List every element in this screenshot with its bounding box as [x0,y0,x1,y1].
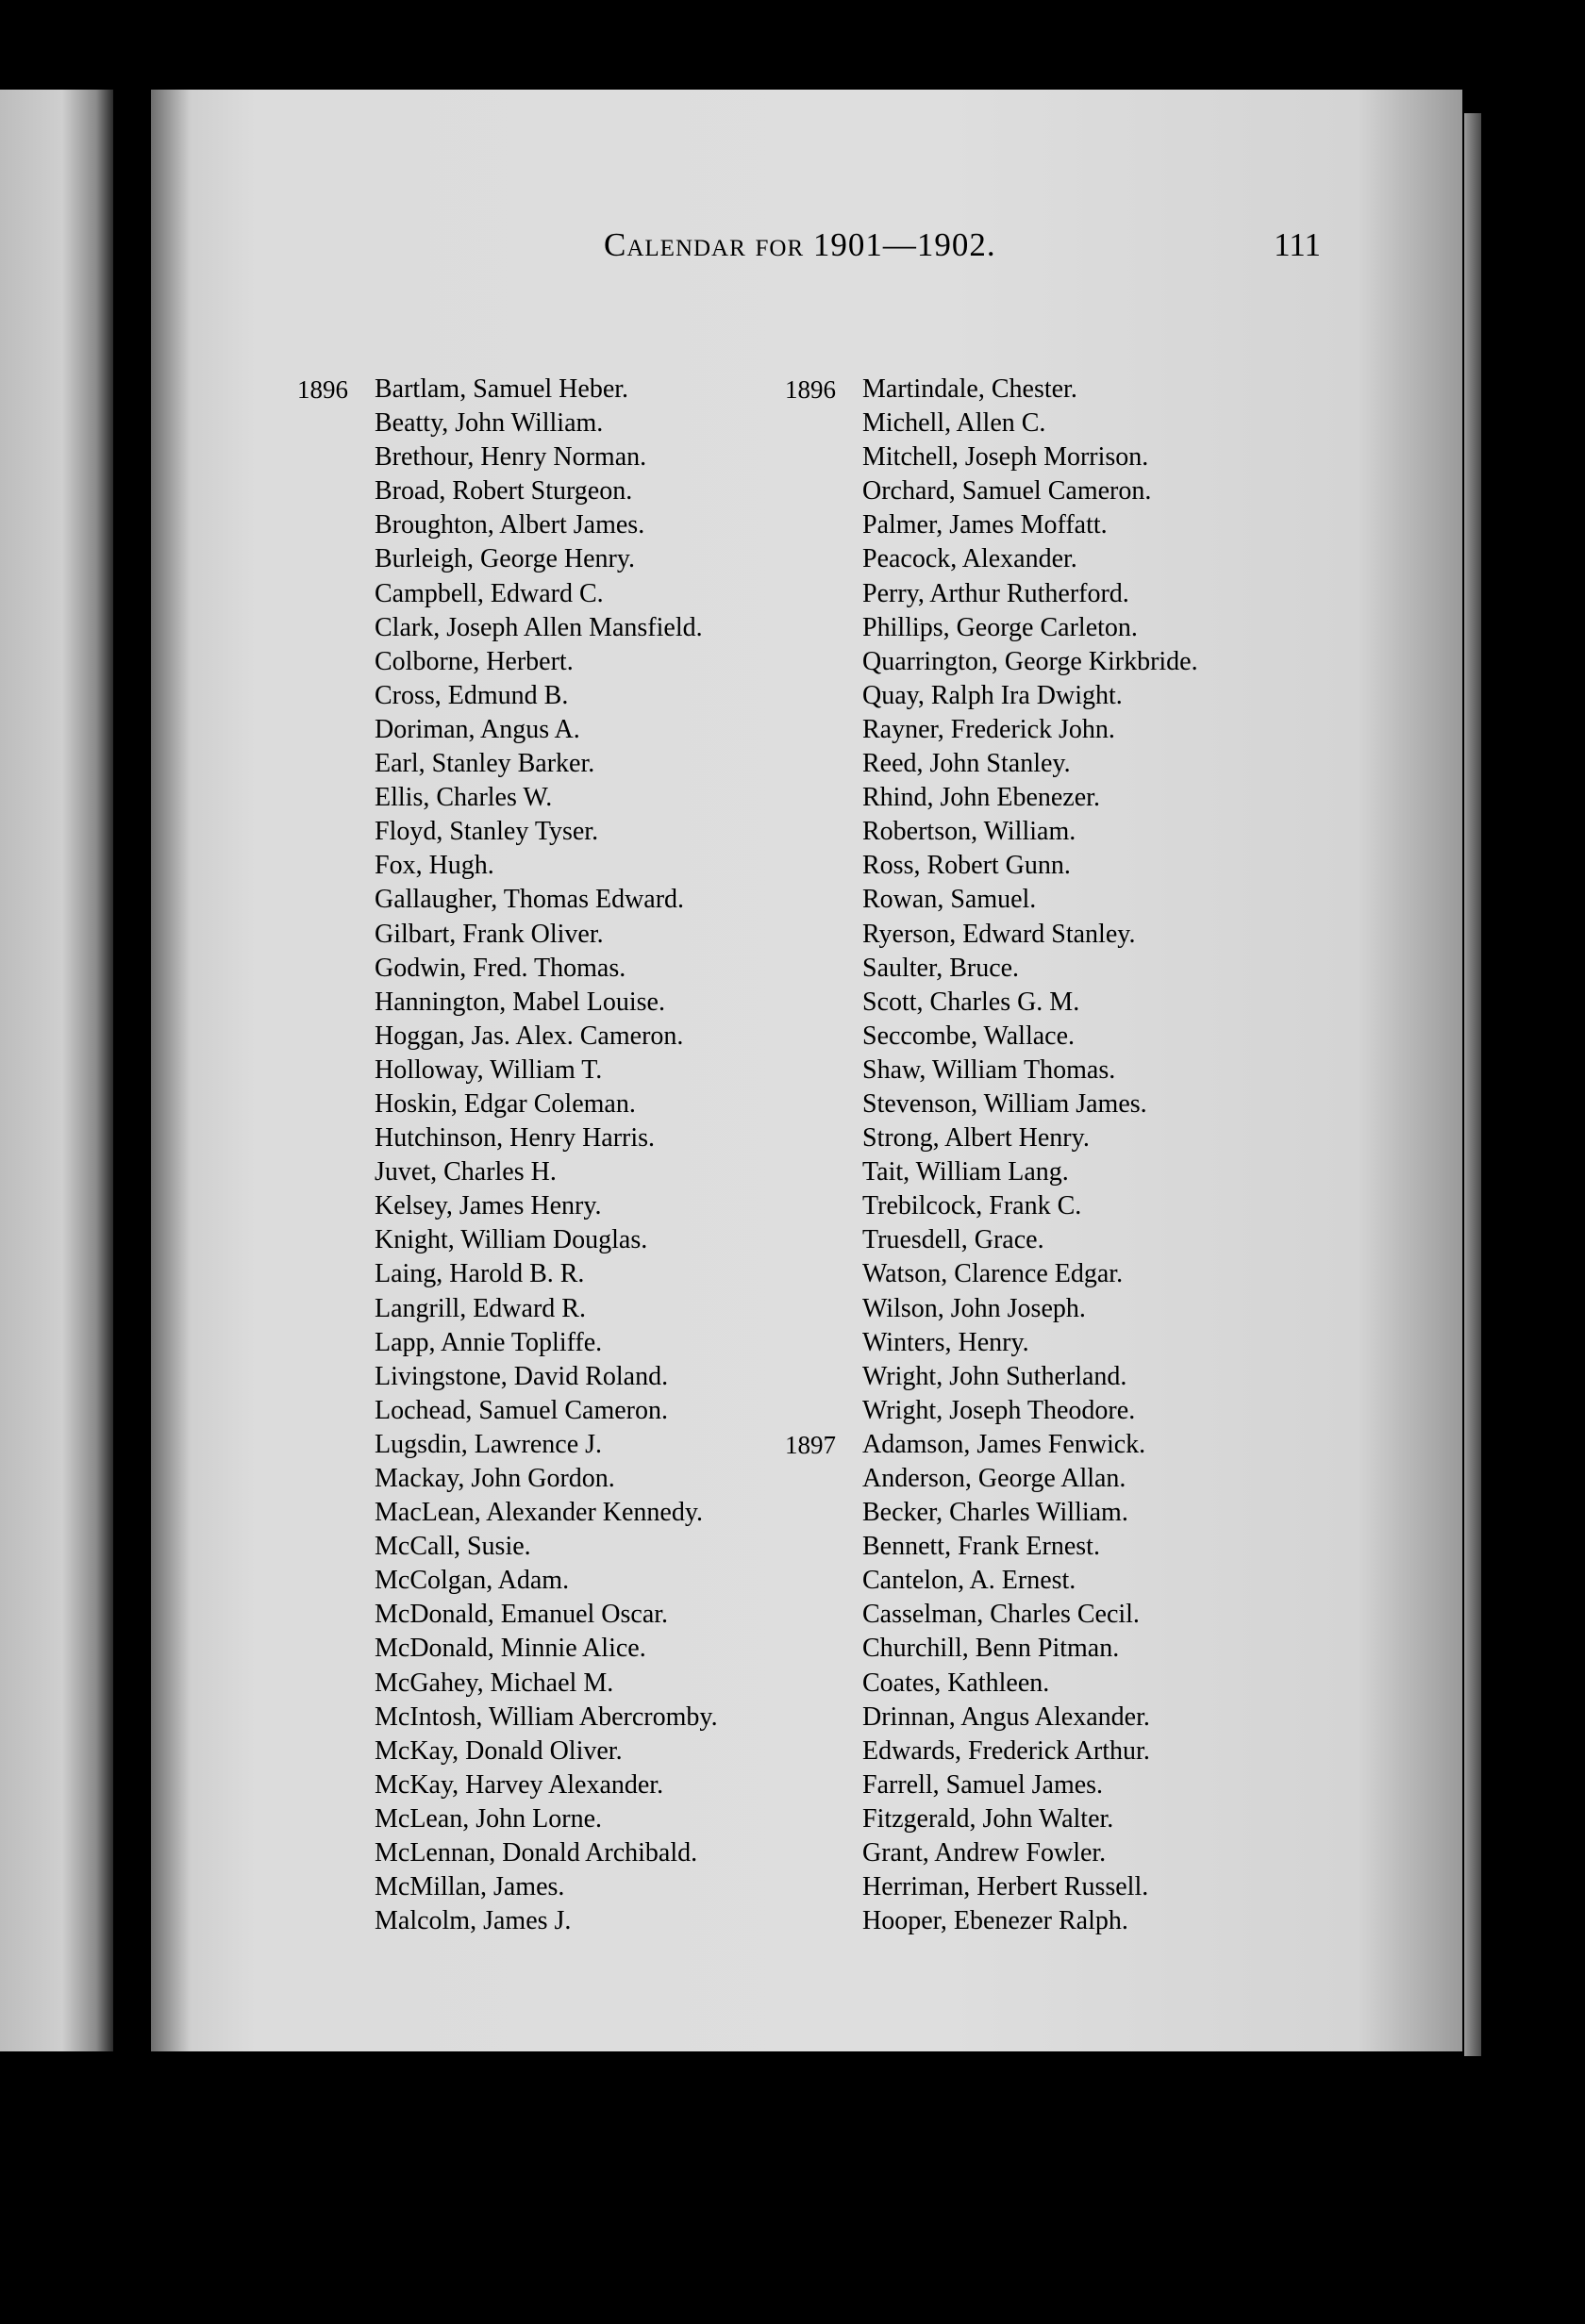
previous-page-edge [0,90,113,2051]
name-entry [785,849,1198,883]
name-entry [297,474,718,508]
name-entry [297,918,718,952]
entry-name: Quay, Ralph Ira Dwight. [862,680,1123,710]
name-entry [785,1428,1198,1462]
entry-name: Farrell, Samuel James. [862,1769,1104,1800]
entry-name: Brethour, Henry Norman. [375,442,647,473]
name-entry [297,1904,718,1938]
name-entry [785,577,1198,611]
name-entry [297,1735,718,1768]
entry-name: Hannington, Mabel Louise. [375,987,665,1017]
name-entry [297,645,718,679]
entry-name: Michell, Allen C. [862,408,1046,439]
entry-name: Quarrington, George Kirkbride. [862,646,1198,676]
name-entry [785,1632,1198,1666]
name-entry [785,1496,1198,1530]
entry-name: Robertson, William. [862,817,1076,847]
right-name-column [785,373,1198,1938]
name-entry [297,1087,718,1121]
entry-name: McLennan, Donald Archibald. [375,1838,698,1868]
entry-name: Ellis, Charles W. [375,783,553,813]
entry-name: Hutchinson, Henry Harris. [375,1123,656,1154]
name-entry [785,1054,1198,1087]
name-entry [297,1701,718,1735]
entry-name: McIntosh, William Abercromby. [375,1702,718,1732]
entry-year: 1896 [785,375,836,404]
name-entry [785,1292,1198,1326]
entry-name: McKay, Donald Oliver. [375,1735,623,1766]
entry-name: Lugsdin, Lawrence J. [375,1429,603,1459]
entry-name: Seccombe, Wallace. [862,1021,1076,1051]
name-entry [785,1462,1198,1496]
entry-name: Scott, Charles G. M. [862,987,1080,1017]
name-entry [785,611,1198,645]
entry-name: Martindale, Chester. [862,374,1077,404]
entry-name: Shaw, William Thomas. [862,1054,1116,1085]
name-entry [785,1121,1198,1155]
entry-name: McMillan, James. [375,1872,565,1902]
entry-name: Livingstone, David Roland. [375,1361,669,1391]
name-entry [297,1223,718,1257]
entry-year: 1897 [785,1430,836,1459]
name-entry [297,1257,718,1291]
name-entry [297,781,718,815]
entry-name: Earl, Stanley Barker. [375,749,595,779]
name-entry [297,1870,718,1904]
entry-name: Holloway, William T. [375,1054,603,1085]
name-entry [297,440,718,474]
name-entry [785,918,1198,952]
name-entry [785,1598,1198,1632]
entry-name: Lochead, Samuel Cameron. [375,1395,669,1425]
name-entry [785,781,1198,815]
entry-name: Doriman, Angus A. [375,714,580,744]
entry-name: Hoskin, Edgar Coleman. [375,1088,636,1119]
name-entry [297,713,718,747]
entry-name: Lapp, Annie Topliffe. [375,1327,603,1357]
entry-name: Langrill, Edward R. [375,1293,586,1323]
name-entry [297,1121,718,1155]
entry-name: Mitchell, Joseph Morrison. [862,442,1149,473]
name-entry [785,747,1198,781]
name-entry [297,747,718,781]
name-entry [297,542,718,576]
entry-name: Burleigh, George Henry. [375,544,636,574]
name-entry [297,1020,718,1054]
page-number: 111 [1274,226,1321,263]
entry-name: Clark, Joseph Allen Mansfield. [375,612,703,642]
entry-name: Herriman, Herbert Russell. [862,1872,1149,1902]
name-entry [297,1360,718,1394]
name-entry [785,1394,1198,1428]
entry-name: Hooper, Ebenezer Ralph. [862,1906,1128,1936]
name-entry [297,1530,718,1564]
name-entry [297,1802,718,1836]
entry-name: Perry, Arthur Rutherford. [862,578,1129,608]
name-entry [785,1530,1198,1564]
name-entry [785,1360,1198,1394]
name-entry [785,645,1198,679]
name-entry [785,373,1198,407]
name-entry [785,407,1198,440]
name-entry [297,1054,718,1087]
entry-name: Broad, Robert Sturgeon. [375,476,633,506]
name-entry [297,1155,718,1189]
entry-name: Fitzgerald, John Walter. [862,1803,1114,1834]
entry-name: McColgan, Adam. [375,1566,570,1596]
entry-name: Gilbart, Frank Oliver. [375,919,604,949]
name-entry [785,815,1198,849]
name-entry [785,440,1198,474]
entry-name: Cross, Edmund B. [375,680,569,710]
name-entry [785,542,1198,576]
entry-name: Tait, William Lang. [862,1157,1069,1187]
entry-name: Floyd, Stanley Tyser. [375,817,599,847]
name-entry [297,883,718,917]
name-entry [297,1632,718,1666]
entry-name: Kelsey, James Henry. [375,1191,602,1221]
entry-name: Godwin, Fred. Thomas. [375,953,626,983]
entry-name: McCall, Susie. [375,1532,531,1562]
name-entry [785,1087,1198,1121]
entry-name: Mackay, John Gordon. [375,1464,615,1493]
entry-name: Bennett, Frank Ernest. [862,1532,1100,1562]
name-entry [297,1836,718,1870]
entry-name: Strong, Albert Henry. [862,1123,1090,1154]
entry-name: Malcolm, James J. [375,1906,572,1936]
entry-name: Rhind, John Ebenezer. [862,783,1100,813]
name-entry [785,713,1198,747]
name-entry [297,1564,718,1598]
entry-name: Winters, Henry. [862,1327,1029,1357]
entry-name: Bartlam, Samuel Heber. [375,374,629,404]
name-entry [297,1496,718,1530]
name-entry [785,1564,1198,1598]
name-entry [785,1836,1198,1870]
entry-name: McLean, John Lorne. [375,1803,603,1834]
name-entry [785,1701,1198,1735]
name-entry [785,1667,1198,1701]
entry-name: Colborne, Herbert. [375,646,574,676]
name-entry [785,1326,1198,1360]
name-entry [785,1189,1198,1223]
name-entry [785,883,1198,917]
name-entry [785,474,1198,508]
name-entry [297,815,718,849]
entry-name: Edwards, Frederick Arthur. [862,1735,1150,1766]
name-entry [297,1768,718,1802]
name-entry [297,1394,718,1428]
entry-name: Casselman, Charles Cecil. [862,1600,1140,1630]
entry-name: Broughton, Albert James. [375,510,645,540]
header-title: Calendar for 1901—1902. [604,226,996,263]
entry-name: Rayner, Frederick John. [862,714,1115,744]
entry-name: Palmer, James Moffatt. [862,510,1108,540]
entry-year: 1896 [297,375,348,404]
entry-name: Drinnan, Angus Alexander. [862,1702,1150,1732]
entry-name: Watson, Clarence Edgar. [862,1259,1124,1289]
name-entry [785,952,1198,986]
name-entry [785,1768,1198,1802]
entry-name: Wilson, John Joseph. [862,1293,1086,1323]
entry-name: Trebilcock, Frank C. [862,1191,1082,1221]
name-entry [297,1462,718,1496]
name-entry [297,508,718,542]
entry-name: Peacock, Alexander. [862,544,1077,574]
entry-name: Reed, John Stanley. [862,749,1071,779]
page-edge-shadow [1464,113,1481,2056]
entry-name: McKay, Harvey Alexander. [375,1769,664,1800]
entry-name: Gallaugher, Thomas Edward. [375,885,685,915]
name-entry [297,679,718,713]
name-entry [297,611,718,645]
name-entry [297,1326,718,1360]
left-name-column [297,373,718,1938]
name-entry [297,1667,718,1701]
name-entry [297,849,718,883]
name-entry [785,1870,1198,1904]
name-entry [297,986,718,1020]
entry-name: Ryerson, Edward Stanley. [862,919,1136,949]
name-entry [785,508,1198,542]
entry-name: Ross, Robert Gunn. [862,851,1071,881]
entry-name: Cantelon, A. Ernest. [862,1566,1076,1596]
name-entry [785,1802,1198,1836]
name-entry [297,1598,718,1632]
name-entry [785,1020,1198,1054]
name-entry [297,1292,718,1326]
running-header [604,226,1321,283]
entry-name: Wright, Joseph Theodore. [862,1395,1136,1425]
entry-name: Beatty, John William. [375,408,604,439]
entry-name: Rowan, Samuel. [862,885,1037,915]
name-entry [297,373,718,407]
entry-name: Hoggan, Jas. Alex. Cameron. [375,1021,684,1051]
entry-name: Truesdell, Grace. [862,1225,1044,1255]
entry-name: Phillips, George Carleton. [862,612,1138,642]
name-entry [785,1735,1198,1768]
name-entry [785,1223,1198,1257]
entry-name: Anderson, George Allan. [862,1464,1126,1493]
name-entry [785,1904,1198,1938]
entry-name: Laing, Harold B. R. [375,1259,585,1289]
entry-name: McDonald, Emanuel Oscar. [375,1600,669,1630]
name-entry [297,1189,718,1223]
entry-name: Juvet, Charles H. [375,1157,557,1187]
entry-name: Grant, Andrew Fowler. [862,1838,1107,1868]
entry-name: Wright, John Sutherland. [862,1361,1127,1391]
name-entry [785,1155,1198,1189]
name-entry [785,679,1198,713]
entry-name: Stevenson, William James. [862,1088,1147,1119]
entry-name: Adamson, James Fenwick. [862,1429,1146,1459]
entry-name: McDonald, Minnie Alice. [375,1634,646,1664]
entry-name: Orchard, Samuel Cameron. [862,476,1152,506]
entry-name: Saulter, Bruce. [862,953,1020,983]
entry-name: Churchill, Benn Pitman. [862,1634,1120,1664]
name-entry [785,1257,1198,1291]
entry-name: Fox, Hugh. [375,851,494,881]
name-entry [297,952,718,986]
name-entry [297,577,718,611]
entry-name: MacLean, Alexander Kennedy. [375,1498,704,1528]
name-entry [297,407,718,440]
entry-name: Coates, Kathleen. [862,1668,1050,1698]
entry-name: Becker, Charles William. [862,1498,1128,1528]
entry-name: Campbell, Edward C. [375,578,604,608]
entry-name: McGahey, Michael M. [375,1668,614,1698]
entry-name: Knight, William Douglas. [375,1225,648,1255]
name-entry [297,1428,718,1462]
name-entry [785,986,1198,1020]
